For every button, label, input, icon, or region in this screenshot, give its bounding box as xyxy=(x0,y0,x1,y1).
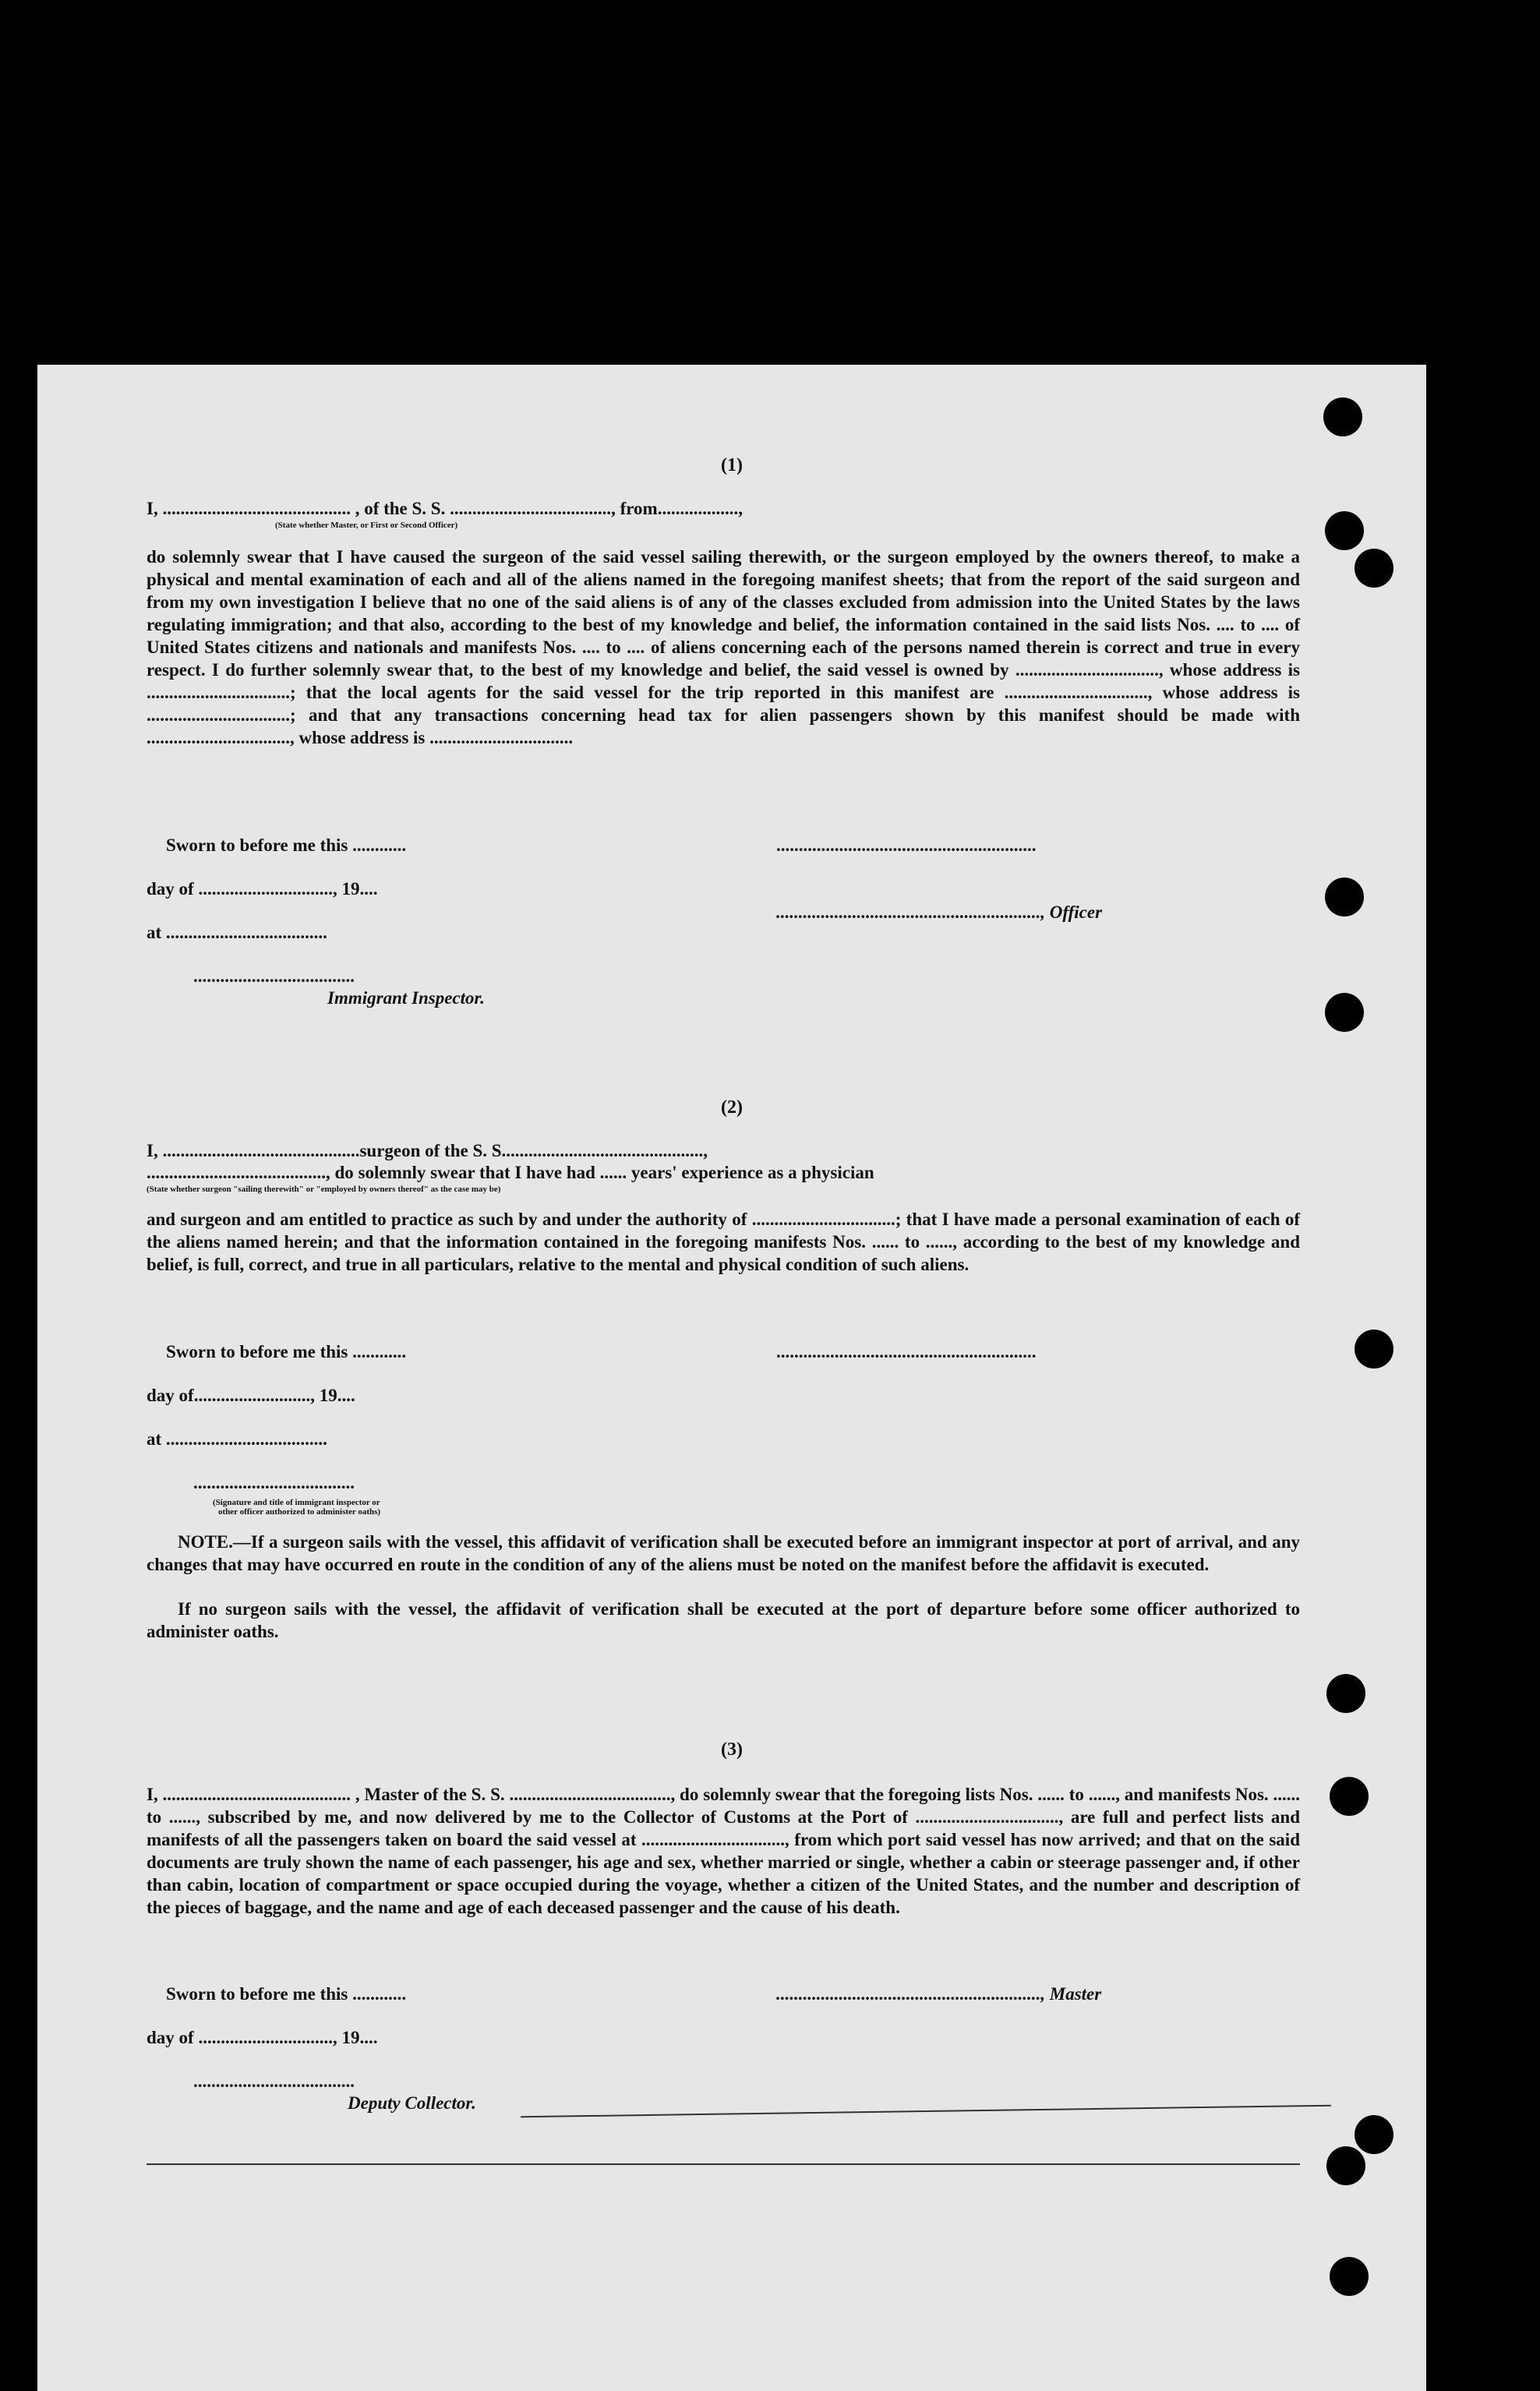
section-2-sig-line: .................................... xyxy=(193,1473,355,1492)
section-2-sig-caption-1: (Signature and title of immigrant inspector or xyxy=(213,1498,380,1507)
section-1-sig-line: .................................... xyxy=(193,966,355,986)
punch-hole xyxy=(1355,549,1393,588)
section-2-sworn: Sworn to before me this ............ xyxy=(166,1342,407,1361)
punch-hole xyxy=(1323,397,1362,436)
section-1-officer: ..........................................................., Officer xyxy=(776,902,1103,922)
punch-hole xyxy=(1326,2146,1365,2185)
section-2-right-line: .......................................................... xyxy=(776,1342,1037,1361)
punch-hole xyxy=(1326,1674,1365,1713)
punch-hole xyxy=(1325,878,1364,916)
section-1-right-line: .......................................................... xyxy=(776,835,1037,855)
section-2-day-of: day of.........................., 19.... xyxy=(147,1386,355,1405)
diagonal-rule xyxy=(521,2105,1331,2118)
section-3-body: I, .......................................... , Master of the S. S. ...................................., do solemnly swear that the foregoing lists Nos. ...... to ......, and manifests Nos. ...... to ......, subscribed by me, and now delivered by me to the Collector of Customs at the Port of ................................, are full and perfect lists and manifests of all the passengers taken on board the said vessel at ................................, from which port said vessel has now arrived; and that on the said documents are truly shown the name of each passenger, his age and sex, whether married or single, whether a cabin or steerage passenger and, if other than cabin, location of compartment or space occupied during the voyage, whether a citizen of the United States, and the number and description of the pieces of baggage, and the name and age of each deceased passenger and the cause of his death. xyxy=(147,1785,1300,1917)
deputy-collector-label: Deputy Collector. xyxy=(348,2093,476,2113)
section-3-master: ..........................................................., Master xyxy=(776,1984,1102,2004)
section-2-at: at .................................... xyxy=(147,1429,327,1449)
section-2-sig-caption-2: other officer authorized to administer oaths) xyxy=(218,1507,381,1517)
section-3-number: (3) xyxy=(721,1739,743,1760)
form-page xyxy=(37,365,1426,2391)
section-1-sworn: Sworn to before me this ............ xyxy=(166,835,407,855)
punch-hole xyxy=(1355,2115,1393,2154)
immigrant-inspector-label: Immigrant Inspector. xyxy=(327,988,485,1008)
section-3-day-of: day of .............................., 19.... xyxy=(147,2028,378,2047)
section-1-caption: (State whether Master, or First or Second Officer) xyxy=(275,521,458,530)
punch-hole xyxy=(1325,511,1364,550)
section-2-line-2: ........................................, do solemnly swear that I have had ...... years' experience as a physician xyxy=(147,1163,874,1182)
punch-hole xyxy=(1330,1777,1369,1816)
note-paragraph: NOTE.—If a surgeon sails with the vessel, this affidavit of verification shall be executed before an immigrant inspector at port of arrival, and any changes that may have occurred en route in the condition of any of the aliens must be noted on the manifest before the affidavit is executed. xyxy=(147,1532,1300,1574)
section-2-caption: (State whether surgeon "sailing therewith" or "employed by owners thereof" as the case may be) xyxy=(147,1185,501,1194)
punch-hole xyxy=(1355,1330,1393,1369)
section-2-number: (2) xyxy=(721,1097,743,1118)
note-paragraph-2: If no surgeon sails with the vessel, the affidavit of verification shall be executed at the port of departure before some officer authorized to administer oaths. xyxy=(147,1599,1300,1641)
section-3-sworn: Sworn to before me this ............ xyxy=(166,1984,407,2004)
bottom-rule xyxy=(147,2163,1300,2165)
punch-hole xyxy=(1330,2257,1369,2296)
section-3-sig-line: .................................... xyxy=(193,2071,355,2091)
section-1-body: do solemnly swear that I have caused the surgeon of the said vessel sailing therewith, or the surgeon employed by the owners thereof, to make a physical and mental examination of each and all of the aliens named in the foregoing manifest sheets; that from the report of the said surgeon and from my own investigation I believe that no one of the said aliens is of any of the classes excluded from admission into the United States by the laws regulating immigration; and that also, according to the best of my knowledge and belief, the information contained in the said lists Nos. .... to .... of United States citizens and nationals and manifests Nos. .... to .... of aliens concerning each of the persons named therein is correct and true in every respect. I do further solemnly swear that, to the best of my knowledge and belief, the said vessel is owned by ................................, whose address is ................................; that the local agents for the said vessel for the trip reported in this manifest are ................................, whose address is ................................; and that any transactions concerning head tax for alien passengers shown by this manifest should be made with ................................, whose address is ................................ xyxy=(147,547,1300,747)
section-1-number: (1) xyxy=(721,455,743,475)
section-1-at: at .................................... xyxy=(147,923,327,942)
punch-hole xyxy=(1325,993,1364,1032)
section-1-opening: I, .......................................... , of the S. S. ...................................., from.................., xyxy=(147,499,743,518)
section-2-opening: I, ............................................surgeon of the S. S............................................., xyxy=(147,1141,708,1160)
section-1-day-of: day of .............................., 19.... xyxy=(147,879,378,899)
section-2-body: and surgeon and am entitled to practice as such by and under the authority of ................................; that I have made a personal examination of each of the aliens named herein; and that the information contained in the foregoing manifests Nos. ...... to ......, according to the best of my knowledge and belief, is full, correct, and true in all particulars, relative to the mental and physical condition of such aliens. xyxy=(147,1210,1300,1274)
